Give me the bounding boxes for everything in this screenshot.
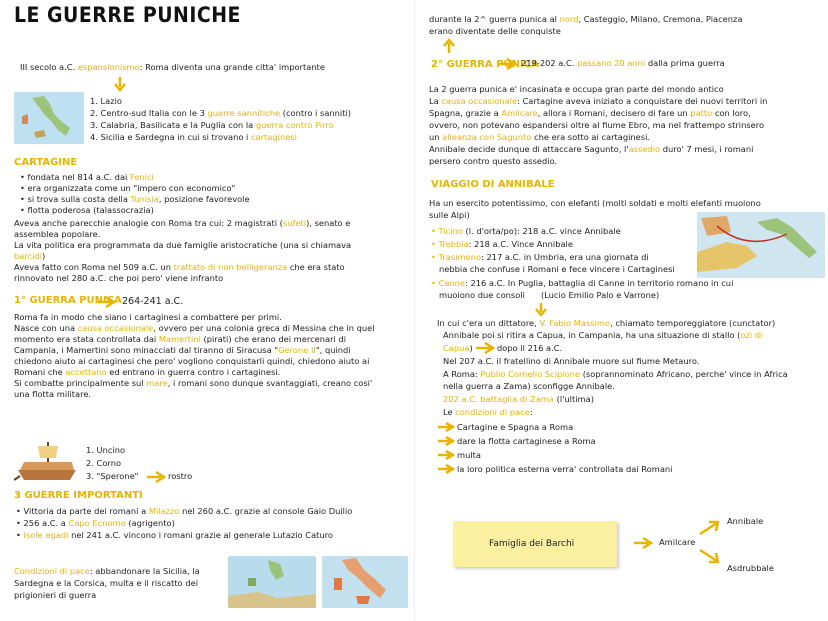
tre-1: • Vittoria da parte dei romani a Milazzo nel 260 a.C. grazie al console Gaio Duilio	[16, 506, 353, 516]
para1-line6: rinnovato nel 280 a.C. che poi pero' viene infranto	[14, 273, 224, 283]
d-line1	[437, 318, 775, 329]
g1-o: , i romani sono dunque svantaggiati, creano cosi'	[167, 378, 373, 388]
right-arrow-icon	[437, 422, 455, 432]
tre-2-a: 256 a.C. a	[23, 518, 69, 528]
cartagine-item-3: • si trova sulla costa della Tunisia, posizione favorevole	[20, 194, 250, 204]
g1-line3	[14, 334, 346, 345]
tre-3-a: Isole egadi	[23, 530, 69, 540]
g1-c: , ovvero per una colonia greca di Messina che in quel	[153, 323, 375, 333]
v-canne-d: (Lucio Emilio Palo e Varrone)	[540, 290, 660, 300]
list-2-a: 2. Centro-sud Italia con le 3	[90, 108, 208, 118]
intro-b: espansionismo	[77, 62, 140, 72]
right-page	[414, 0, 828, 621]
g2-g: patto	[690, 108, 713, 118]
v-ticino: • Ticino (l. d'orta/po): 218 a.C. vince Annibale	[431, 226, 621, 236]
tre-2-c: (agrigento)	[125, 518, 175, 528]
g2-h: con loro,	[712, 108, 751, 118]
g2-c: : Cartagine aveva iniziato a conquistare dei nuovi territori in	[517, 96, 768, 106]
cond-2: dare la flotta cartaginese a Roma	[457, 436, 596, 446]
down-right-arrow-icon	[699, 548, 721, 564]
d-line2	[443, 330, 762, 341]
g2-line4: ovvero, non potevano espandersi oltre al fiume Ebro, ma nel frattempo strinsero	[429, 120, 765, 130]
right-arrow-icon	[146, 471, 166, 483]
d-line3b: dopo il 216 a.C.	[497, 343, 563, 353]
top-line2: erano diventate delle conquiste	[429, 26, 561, 36]
para1-line1	[14, 218, 350, 229]
tre-2-b: Capo Ecnomo	[68, 518, 126, 528]
tre-2: • 256 a.C. a Capo Ecnomo (agrigento)	[16, 518, 175, 528]
v-tras-a: Trasimeno	[438, 252, 482, 262]
v-trebbia: • Trebbia: 218 a.C. Vince Annibale	[431, 239, 573, 249]
tre-title: 3 GUERRE IMPORTANTI	[14, 490, 143, 501]
cart-3-b: Tunisia	[130, 194, 159, 204]
guerra2-title: 2° GUERRA PUNICA	[431, 59, 539, 70]
d-k: 202 a.C. battaglia di Zama	[443, 394, 554, 404]
g2-e: Amilcare	[501, 108, 538, 118]
list-item-3	[90, 120, 334, 131]
annibale-label: Annibale	[727, 516, 764, 526]
v-trebbia-b: : 218 a.C. Vince Annibale	[468, 239, 573, 249]
cond-3: multa	[457, 450, 481, 460]
ship-2: 2. Corno	[86, 458, 122, 468]
list-4-a: 4. Sicilia e Sardegna in cui si trovano i	[90, 132, 251, 142]
pace-line2: Sardegna e la Corsica, multa e il riscatto dei	[14, 578, 199, 588]
d-i: Publio Cornelio Scipione	[480, 369, 581, 379]
d-d: Annibale poi si ritira a Capua, in Campania, ha una situazione di stallo (	[443, 330, 741, 340]
list-2-c: (contro i sanniti)	[280, 108, 352, 118]
d-line4: Nel 207 a.C. il fratellino di Annibale muore sul fiume Metauro.	[443, 356, 700, 366]
right-arrow-icon	[497, 58, 517, 70]
g1-f: (pirati) che erano dei mercenari di	[200, 334, 346, 344]
down-arrow-icon	[535, 302, 547, 316]
cartagine-item-2: • era organizzata come un "impero con economico"	[20, 183, 236, 193]
note-label: Famiglia dei Barchi	[489, 539, 575, 549]
amilcare-label: Amilcare	[659, 537, 696, 547]
v-ticino-b: (l. d'orta/po): 218 a.C. vince Annibale	[462, 226, 621, 236]
g2-a: La	[429, 96, 442, 106]
d-line3	[443, 343, 473, 354]
g1-line4	[14, 345, 351, 356]
annibale-route-map-image	[697, 212, 825, 278]
g1-b: causa occasionale	[77, 323, 154, 333]
tre-3: • Isole egadi nel 241 a.C. vincono i romani grazie al generale Lutazio Caturo	[16, 530, 333, 540]
g2-j: alleanza con Sagunto	[442, 132, 532, 142]
g2-date3: dalla prima guerra	[645, 58, 725, 68]
cart-3-a: si trova sulla costa della	[27, 194, 131, 204]
cartagine-item-4: • flotta poderosa (talassocrazia)	[20, 205, 154, 215]
list-item-1: 1. Lazio	[90, 96, 122, 106]
g1-a: Nasce con una	[14, 323, 78, 333]
g1-k: accettano	[65, 367, 107, 377]
v-line1: Ha un esercito potentissimo, con elefanti (molti soldati e molti elefanti muoiono	[429, 198, 761, 208]
ship-3: 3. "Sperone"	[86, 471, 139, 481]
g1-h: Gerone II	[278, 345, 316, 355]
ship-icon	[14, 440, 84, 484]
p1-a: Aveva anche parecchie analogie con Roma tra cui: 2 magistrati (	[14, 218, 283, 228]
d-a: In cui c'era un dittatore,	[437, 318, 540, 328]
g1-e: Mamertini	[158, 334, 201, 344]
pace-line3: prigionieri di guerra	[14, 590, 97, 600]
mediterranean-map-image	[228, 556, 316, 608]
g1-g: Campania, i Mamertini sono minacciati dal tiranno di Siracusa "	[14, 345, 279, 355]
g2-line6	[429, 144, 753, 155]
intro-line	[20, 62, 325, 73]
pace-b: : abbandonare la Sicilia, la	[89, 566, 200, 576]
g1-line6	[14, 367, 280, 378]
viaggio-title: VIAGGIO DI ANNIBALE	[431, 179, 555, 190]
pace-a: Condizioni di pace	[14, 566, 90, 576]
g2-b: causa occasionale	[441, 96, 518, 106]
cart-2: era organizzata come un "impero con economico"	[27, 183, 236, 193]
list-item-2	[90, 108, 351, 119]
g1-n: mare	[146, 378, 168, 388]
v-trasimeno: • Trasimeno: 217 a.C. in Umbria, era una giornata di	[431, 252, 649, 262]
d-g: )	[469, 343, 473, 353]
right-arrow-icon	[633, 537, 653, 549]
right-arrow-icon	[437, 450, 455, 460]
g2-date: 219-202 a.C.	[521, 58, 578, 68]
right-arrow-icon	[437, 436, 455, 446]
g2-d: Spagna, grazie a	[429, 108, 502, 118]
g1-l: ed entrano in guerra contro i cartaginesi.	[106, 367, 281, 377]
d-line7	[443, 394, 594, 405]
intro-c: : Roma diventa una grande citta' importante	[139, 62, 325, 72]
p1-barcidi: barcidi	[14, 251, 43, 261]
p1-c: ), senato e	[306, 218, 351, 228]
para1-line2: assemblea popolare.	[14, 229, 101, 239]
asdrubbale-label: Asdrubbale	[727, 563, 774, 573]
v-canne-2	[439, 290, 659, 301]
p1-b: sufeti	[282, 218, 307, 228]
g2-line1: La 2 guerra punica e' incasinata e occupa gran parte del mondo antico	[429, 84, 724, 94]
d-f: Capua	[443, 343, 470, 353]
v-canne: • Canne: 216 a.C. In Puglia, battaglia di Canne in territorio romano in cui	[431, 278, 734, 288]
up-arrow-icon	[443, 38, 455, 54]
g2-m: assedio	[628, 144, 661, 154]
d-e: ozi di	[740, 330, 763, 340]
g1-line2	[14, 323, 375, 334]
v-trebbia-a: Trebbia	[438, 239, 469, 249]
p1-e: trattato di non belligeranza	[173, 262, 288, 272]
intro-a: III secolo a.C.	[20, 62, 78, 72]
d-m: Le	[443, 407, 456, 417]
ship-1: 1. Uncino	[86, 445, 126, 455]
g2-n: duro' 7 mesi, i romani	[660, 144, 754, 154]
g1-line7	[14, 378, 372, 389]
top-c: , Casteggio, Milano, Cremona, Piacenza	[578, 14, 743, 24]
d-line5	[443, 369, 788, 380]
d-n: condizioni di pace	[455, 407, 530, 417]
d-c: , chiamato temporeggiatore (cunctator)	[610, 318, 776, 328]
para1-line3: La vita politica era programmata da due famiglie aristocratiche (una si chiamava	[14, 240, 352, 250]
g1-i: ", quindi	[315, 345, 351, 355]
cartagine-title: CARTAGINE	[14, 157, 78, 168]
g1-j: Romani che	[14, 367, 66, 377]
tre-3-b: nel 241 a.C. vincono i romani grazie al generale Lutazio Caturo	[68, 530, 333, 540]
para1-line4	[14, 251, 45, 262]
g2-l: Annibale decide dunque di attaccare Sagunto, l'	[429, 144, 629, 154]
g2-i: un	[429, 132, 443, 142]
list-3-a: 3. Calabria, Basilicata e la Puglia con la	[90, 120, 256, 130]
d-h: A Roma:	[443, 369, 481, 379]
up-right-arrow-icon	[699, 520, 721, 536]
p1-f: che era stato	[287, 262, 345, 272]
g1-line5: chiedono aiuto ai cartaginesi che pero' vogliono conquistarli quindi, chiedono aiuto ai	[14, 356, 370, 366]
g2-line7: persero contro questo assedio.	[429, 156, 558, 166]
ship-rostro: rostro	[168, 471, 193, 481]
list-item-4	[90, 132, 297, 143]
right-arrow-icon	[437, 464, 455, 474]
italy-map-image	[14, 92, 84, 144]
d-line8	[443, 407, 533, 418]
g2-line5	[429, 132, 650, 143]
g2-k: che era sotto ai cartaginesi.	[531, 132, 651, 142]
top-a: durante la 2^ guerra punica al	[429, 14, 560, 24]
italy-regions-map-image	[322, 556, 408, 608]
p1-d: Aveva fatto con Roma nel 509 a.C. un	[14, 262, 174, 272]
sticky-note	[453, 521, 617, 567]
g2-line2	[429, 96, 767, 107]
list-3-b: guerra contro Pirro	[255, 120, 334, 130]
cart-1-b: Fenici	[129, 172, 154, 182]
tre-1-a: Vittoria da parte dei romani a	[23, 506, 149, 516]
cart-1-a: fondata nel 814 a.C. dai	[27, 172, 130, 182]
cart-3-c: , posizione favorevole	[158, 194, 250, 204]
g2-date2: passano 20 anni	[577, 58, 646, 68]
list-4-b: cartaginesi	[251, 132, 297, 142]
list-2-b: guerre sannitiche	[207, 108, 281, 118]
page-title: LE GUERRE PUNICHE	[14, 3, 241, 27]
guerra2-date-line	[521, 58, 725, 69]
cond-1: Cartagine e Spagna a Roma	[457, 422, 574, 432]
v-line2: sulle Alpi)	[429, 210, 470, 220]
tre-1-c: nel 260 a.C. grazie al console Gaio Duilio	[179, 506, 353, 516]
tre-1-b: Milazzo	[148, 506, 180, 516]
d-j: (soprannominato Africano, perche' vince in Africa	[580, 369, 788, 379]
v-canne-a: Canne	[438, 278, 466, 288]
guerra1-date: 264-241 a.C.	[122, 296, 184, 307]
v-trasimeno-2: nebbia che confuse i Romani e fece vincere i Cartaginesi	[439, 264, 675, 274]
top-line1	[429, 14, 742, 25]
g1-line1: Roma fa in modo che siano i cartaginesi a combattere per primi.	[14, 312, 282, 322]
top-b: nord	[559, 14, 579, 24]
para1-line5	[14, 262, 345, 273]
g1-line8: una flotta militare.	[14, 389, 92, 399]
d-line6: nella guerra a Zama) sconfigge Annibale.	[443, 381, 615, 391]
cond-4: la loro politica esterna verra' controllata dai Romani	[457, 464, 673, 474]
down-arrow-icon	[114, 76, 126, 92]
cart-4: flotta poderosa (talassocrazia)	[27, 205, 154, 215]
v-tras-b: : 217 a.C. in Umbria, era una giornata di	[481, 252, 649, 262]
v-canne-c: muoiono due consoli	[439, 290, 525, 300]
right-arrow-icon	[475, 342, 495, 354]
guerra1-title: 1° GUERRA PUNICA	[14, 295, 122, 306]
g2-line3	[429, 108, 751, 119]
d-o: :	[529, 407, 533, 417]
right-arrow-icon	[96, 296, 116, 308]
cartagine-item-1: • fondata nel 814 a.C. dai Fenici	[20, 172, 154, 182]
g2-f: , allora i Romani, decisero di fare un	[537, 108, 691, 118]
d-b: V. Fabio Massimo	[539, 318, 611, 328]
g1-m: Si combatte principalmente sul	[14, 378, 147, 388]
v-ticino-a: Ticino	[438, 226, 463, 236]
pace-line1	[14, 566, 200, 577]
v-canne-b: : 216 a.C. In Puglia, battaglia di Canne in territorio romano in cui	[465, 278, 734, 288]
d-l: (l'ultima)	[553, 394, 594, 404]
g1-d: momento era stata controllata dai	[14, 334, 159, 344]
p1-close: )	[42, 251, 46, 261]
